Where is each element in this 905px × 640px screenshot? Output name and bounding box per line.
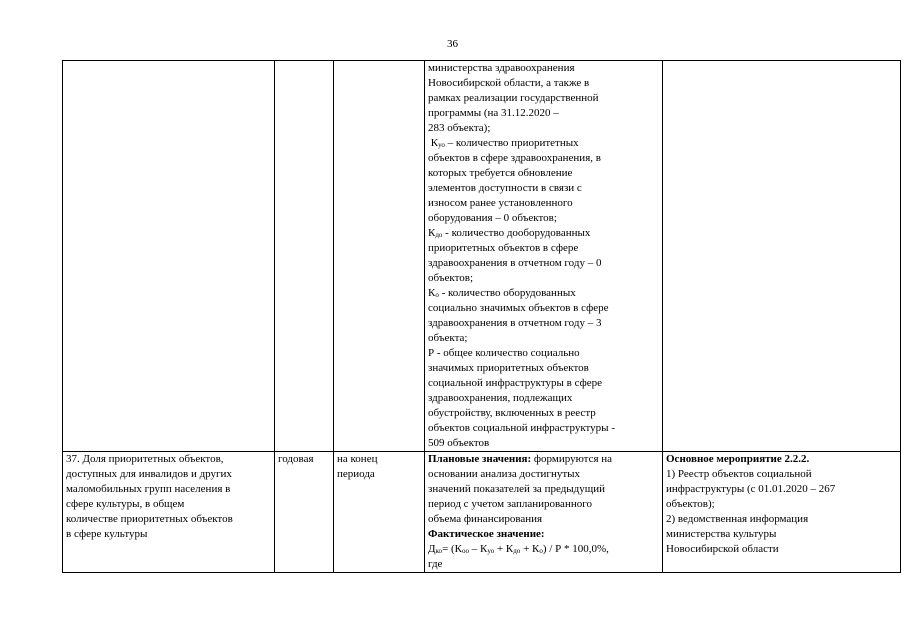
text-line: 2) ведомственная информация [666,513,809,525]
text-line: министерства здравоохранения [428,62,575,74]
cell-source-empty [663,61,901,452]
cell-indicator-empty [63,61,275,452]
text-line: обустройству, включенных в реестр [428,407,596,419]
cell-source [663,452,901,573]
text-line: Новосибирской области [666,543,779,555]
formula-part: + К [494,543,514,555]
text-line: которых требуется обновление [428,167,573,179]
formula-subscript: о [539,547,543,555]
planned-values-line [428,452,659,467]
kuo-letter: К [430,137,439,149]
formula [428,542,659,557]
text-line: 509 объектов [428,437,490,449]
text-line: министерства культуры [666,528,777,540]
table-row-continuation [63,61,901,452]
text-fragment: формируются на [531,453,613,465]
text-line: сфере культуры, в общем [66,498,185,510]
text-line: Новосибирской области, а также в [428,77,590,89]
text-line: основании анализа достигнутых [428,468,581,480]
text-fragment: - количество дооборудованных [442,227,591,239]
text-line: где [428,558,443,570]
indicators-table [62,60,901,573]
cell-periodicity-empty [275,61,334,452]
text-line: социальной инфраструктуры в сфере [428,377,602,389]
kdo-definition [428,226,659,241]
planned-values-title: Плановые значения: [428,453,532,465]
text-line: износом ранее установленного [428,197,573,209]
text-line: Р - общее количество социально [428,347,580,359]
ko-subscript: о [435,291,439,299]
text-fragment: – количество приоритетных [444,137,579,149]
text-line: объектов; [428,272,474,284]
text-fragment: - количество оборудованных [438,287,576,299]
text-line: на конец [337,453,378,465]
formula-subscript: оо [462,547,470,555]
text-line: маломобильных групп населения в [66,483,231,495]
text-line: объекта; [428,332,468,344]
event-title: Основное мероприятие 2.2.2. [666,453,810,465]
kdo-letter: К [428,227,436,239]
text-line: здравоохранения в отчетном году – 0 [428,257,602,269]
formula-subscript: ко [435,547,443,555]
text-line: 283 объекта); [428,122,491,134]
text-line: элементов доступности в связи с [428,182,582,194]
text-line: объектов); [666,498,715,510]
text-line: программы (на 31.12.2020 – [428,107,559,119]
text-line: значимых приоритетных объектов [428,362,589,374]
formula-part: ) / Р * 100,0%, [542,543,609,555]
cell-method-continued [425,61,663,452]
text-line: количестве приоритетных объектов [66,513,233,525]
text-line: приоритетных объектов в сфере [428,242,579,254]
kuo-definition [428,136,659,151]
text-line: объема финансирования [428,513,543,525]
formula-part: – К [469,543,488,555]
formula-subscript: уо [487,547,495,555]
text-line: здравоохранения в отчетном году – 3 [428,317,602,329]
cell-method [425,452,663,573]
cell-period [334,452,425,573]
text-line: оборудования – 0 объектов; [428,212,557,224]
text-line: 37. Доля приоритетных объектов, [66,453,224,465]
formula-subscript: до [513,547,521,555]
text-line: инфраструктуры (с 01.01.2020 – 267 [666,483,836,495]
page-number: 36 [447,38,458,50]
formula-part: + К [520,543,540,555]
text-line: здравоохранения, подлежащих [428,392,573,404]
kdo-subscript: до [435,231,443,239]
formula-part: Д [428,543,436,555]
text-line: объектов в сфере здравоохранения, в [428,152,601,164]
cell-period-empty [334,61,425,452]
formula-part: = (К [442,543,463,555]
text-line: период с учетом запланированного [428,498,592,510]
text-line: доступных для инвалидов и других [66,468,232,480]
text-line: рамках реализации государственной [428,92,599,104]
text-line: 1) Реестр объектов социальной [666,468,812,480]
text-line: объектов социальной инфраструктуры - [428,422,615,434]
cell-periodicity [275,452,334,573]
actual-value-title: Фактическое значение: [428,528,545,540]
text-line: в сфере культуры [66,528,148,540]
periodicity-value: годовая [278,453,314,465]
text-line: периода [337,468,375,480]
ko-definition [428,286,659,301]
table-row-indicator-37 [63,452,901,573]
kuo-subscript: уо [438,141,445,149]
text-line: социально значимых объектов в сфере [428,302,609,314]
ko-letter: К [428,287,436,299]
text-line: значений показателей за предыдущий [428,483,606,495]
cell-indicator-name [63,452,275,573]
